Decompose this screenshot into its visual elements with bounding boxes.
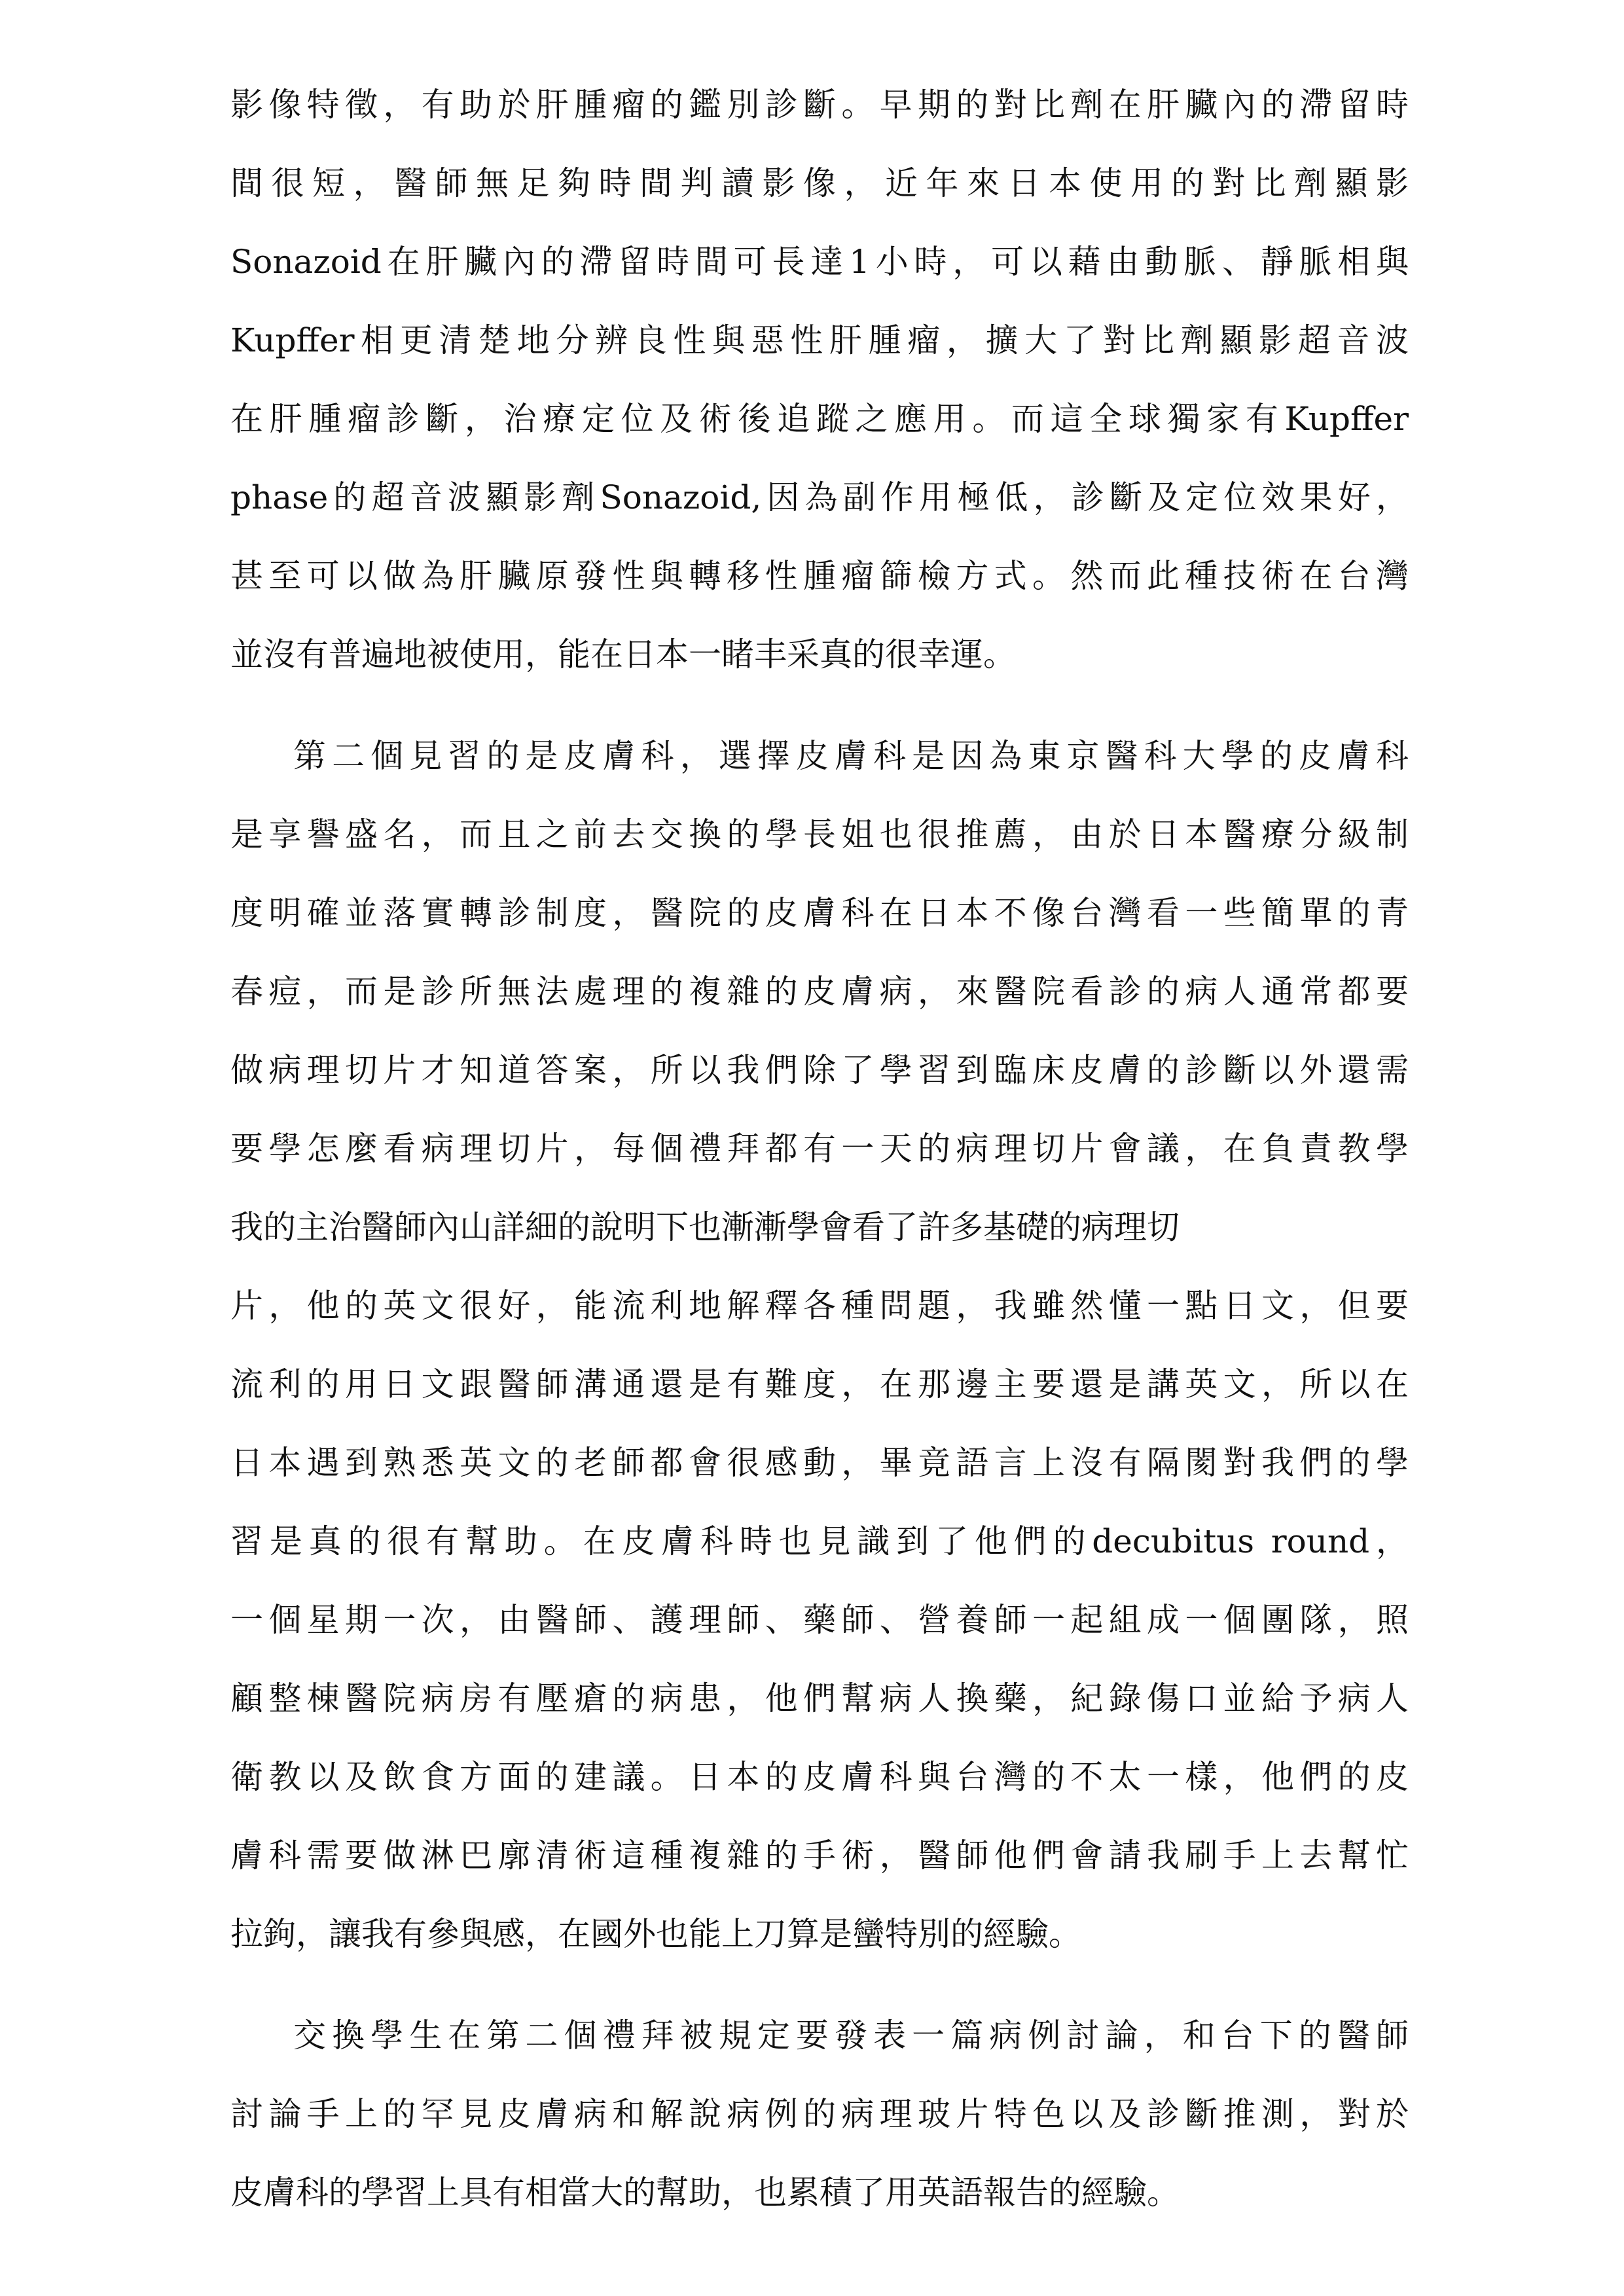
text-line: 要學怎麼看病理切片，每個禮拜都有一天的病理切片會議，在負責教學 [230,1130,1409,1168]
text-line: 春痘，而是診所無法處理的複雜的皮膚病，來醫院看診的病人通常都要 [230,973,1409,1011]
text-line: 間很短，醫師無足夠時間判讀影像，近年來日本使用的對比劑顯影 [230,164,1409,202]
text-line: 衛教以及飲食方面的建議。日本的皮膚科與台灣的不太一樣，他們的皮 [230,1758,1409,1796]
text-line: 膚科需要做淋巴廓清術這種複雜的手術，醫師他們會請我刷手上去幫忙 [230,1837,1409,1874]
text-line: 做病理切片才知道答案，所以我們除了學習到臨床皮膚的診斷以外還需 [230,1051,1409,1089]
text-line: 討論手上的罕見皮膚病和解說病例的病理玻片特色以及診斷推測，對於 [230,2095,1409,2133]
text-line: 片，他的英文很好，能流利地解釋各種問題，我雖然懂一點日文，但要 [230,1287,1409,1325]
text-line: 流利的用日文跟醫師溝通還是有難度，在那邊主要還是講英文，所以在 [230,1365,1409,1403]
text-line: Sonazoid在肝臟內的滯留時間可長達1小時，可以藉由動脈、靜脈相與 [230,243,1409,281]
text-line: 並沒有普遍地被使用，能在日本一睹丰采真的很幸運。 [230,636,1016,673]
text-line: 我的主治醫師內山詳細的說明下也漸漸學會看了許多基礎的病理切 [230,1208,1180,1246]
text-line: Kupffer相更清楚地分辨良性與惡性肝腫瘤，擴大了對比劑顯影超音波 [230,321,1409,359]
text-line: 度明確並落實轉診制度，醫院的皮膚科在日本不像台灣看一些簡單的青 [230,894,1409,932]
paragraph-first-line: 交換學生在第二個禮拜被規定要發表一篇病例討論，和台下的醫師 [293,2017,1409,2054]
text-line: 甚至可以做為肝臟原發性與轉移性腫瘤篩檢方式。然而此種技術在台灣 [230,557,1409,595]
text-line: 一個星期一次，由醫師、護理師、藥師、營養師一起組成一個團隊，照 [230,1601,1409,1639]
text-line: 拉鉤，讓我有參與感，在國外也能上刀算是蠻特別的經驗。 [230,1915,1081,1953]
text-line: 顧整棟醫院病房有壓瘡的病患，他們幫病人換藥，紀錄傷口並給予病人 [230,1679,1409,1717]
text-line: 是享譽盛名，而且之前去交換的學長姐也很推薦，由於日本醫療分級制 [230,816,1409,853]
text-line: 日本遇到熟悉英文的老師都會很感動，畢竟語言上沒有隔閡對我們的學 [230,1444,1409,1482]
text-line: 影像特徵，有助於肝腫瘤的鑑別診斷。早期的對比劑在肝臟內的滯留時 [230,86,1409,124]
text-line: 在肝腫瘤診斷，治療定位及術後追蹤之應用。而這全球獨家有Kupffer [230,400,1409,438]
paragraph-first-line: 第二個見習的是皮膚科，選擇皮膚科是因為東京醫科大學的皮膚科 [293,737,1409,775]
text-line: 皮膚科的學習上具有相當大的幫助，也累積了用英語報告的經驗。 [230,2174,1180,2212]
text-line: phase的超音波顯影劑Sonazoid,因為副作用極低，診斷及定位效果好， [230,478,1409,516]
text-line: 習是真的很有幫助。在皮膚科時也見識到了他們的decubitus round， [230,1522,1409,1560]
